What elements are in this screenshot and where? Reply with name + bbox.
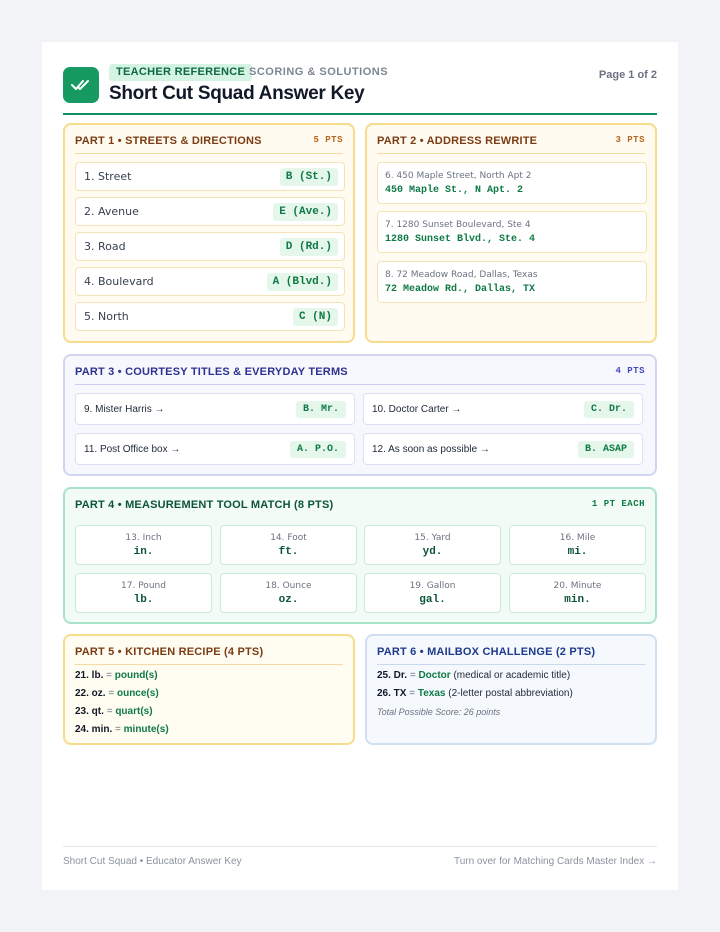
teacher-reference-badge: TEACHER REFERENCE [109, 64, 252, 81]
answer-key-page [42, 42, 678, 890]
footer-right: Turn over for Matching Cards Master Index → [453, 856, 657, 867]
part1-answer: E (Ave.) [273, 203, 338, 221]
part1-label: 2. Avenue [84, 205, 139, 218]
part2-row [377, 261, 647, 303]
part1-answer: C (N) [293, 308, 338, 326]
part1-answer: D (Rd.) [280, 238, 338, 256]
part4-points: 1 PT EACH [591, 499, 645, 509]
part2-question: 7. 1280 Sunset Boulevard, Ste 4 [385, 220, 531, 230]
part2-answer: 72 Meadow Rd., Dallas, TX [385, 284, 536, 295]
total-score-note: Total Possible Score: 26 points [377, 707, 501, 717]
page-title: Short Cut Squad Answer Key [109, 83, 365, 104]
part3-row [363, 393, 643, 425]
part4-cell [509, 525, 646, 565]
part3-card [63, 354, 657, 476]
part4-label: 13. Inch [125, 533, 162, 543]
page-footer [63, 846, 657, 866]
part2-answer: 1280 Sunset Blvd., Ste. 4 [385, 234, 536, 245]
part3-title: PART 3 • COURTESY TITLES & EVERYDAY TERMS [75, 366, 348, 378]
part4-label: 20. Minute [553, 581, 602, 591]
part4-answer: yd. [422, 546, 443, 558]
part5-line: 21. lb. = pound(s) [75, 670, 158, 681]
part5-line: 22. oz. = ounce(s) [75, 688, 159, 699]
part4-label: 19. Gallon [409, 581, 456, 591]
part1-card [63, 123, 355, 343]
part4-cell [75, 573, 212, 613]
part6-line: 26. TX = Texas (2-letter postal abbreviation) [377, 688, 573, 699]
part4-answer: gal. [419, 594, 446, 606]
header-subtag: SCORING & SOLUTIONS [249, 66, 389, 78]
part4-answer: lb. [133, 594, 154, 606]
part4-title: PART 4 • MEASUREMENT TOOL MATCH (8 PTS) [75, 499, 334, 511]
part4-label: 18. Ounce [265, 581, 312, 591]
part1-row [75, 197, 345, 226]
part3-row [363, 433, 643, 465]
part1-title: PART 1 • STREETS & DIRECTIONS [75, 135, 262, 147]
part2-points: 3 PTS [615, 135, 645, 145]
part4-label: 14. Foot [270, 533, 307, 543]
part3-label: 12. As soon as possible → [372, 444, 490, 455]
part4-cell [364, 525, 501, 565]
part4-label: 15. Yard [414, 533, 451, 543]
part3-points: 4 PTS [615, 366, 645, 376]
page-number: Page 1 of 2 [598, 69, 657, 81]
part4-answer: min. [564, 594, 591, 606]
part3-answer: B. ASAP [578, 441, 634, 458]
part1-label: 4. Boulevard [84, 275, 154, 288]
part3-row [75, 393, 355, 425]
part5-title: PART 5 • KITCHEN RECIPE (4 PTS) [75, 646, 264, 658]
part3-answer: C. Dr. [584, 401, 634, 418]
part1-row [75, 302, 345, 331]
part3-answer: B. Mr. [296, 401, 346, 418]
part5-line: 23. qt. = quart(s) [75, 706, 153, 717]
part3-label: 11. Post Office box → [84, 444, 181, 455]
part4-cell [75, 525, 212, 565]
part6-line: 25. Dr. = Doctor (medical or academic title) [377, 670, 571, 681]
part1-answer: A (Blvd.) [267, 273, 338, 291]
part4-answer: mi. [567, 546, 588, 558]
footer-left: Short Cut Squad • Educator Answer Key [63, 856, 242, 867]
part1-label: 5. North [84, 310, 129, 323]
part2-row [377, 162, 647, 204]
part1-row [75, 232, 345, 261]
part4-cell [220, 525, 357, 565]
part4-answer: oz. [278, 594, 299, 606]
part1-points: 5 PTS [313, 135, 343, 145]
page-header [63, 62, 657, 115]
part6-card [365, 634, 657, 745]
part5-line: 24. min. = minute(s) [75, 724, 169, 735]
part4-card [63, 487, 657, 624]
part2-question: 6. 450 Maple Street, North Apt 2 [385, 171, 532, 181]
part2-question: 8. 72 Meadow Road, Dallas, Texas [385, 270, 538, 280]
part1-label: 1. Street [84, 170, 132, 183]
part4-cell [509, 573, 646, 613]
part4-label: 17. Pound [121, 581, 166, 591]
part4-cell [364, 573, 501, 613]
part2-row [377, 211, 647, 253]
part4-answer: in. [133, 546, 154, 558]
part3-label: 9. Mister Harris → [84, 404, 165, 415]
part4-answer: ft. [278, 546, 299, 558]
part5-card [63, 634, 355, 745]
part1-row [75, 162, 345, 191]
part2-card [365, 123, 657, 343]
part3-row [75, 433, 355, 465]
part3-answer: A. P.O. [290, 441, 346, 458]
part3-label: 10. Doctor Carter → [372, 404, 462, 415]
part6-title: PART 6 • MAILBOX CHALLENGE (2 PTS) [377, 646, 596, 658]
part4-label: 16. Mile [559, 533, 596, 543]
part2-title: PART 2 • ADDRESS REWRITE [377, 135, 538, 147]
double-check-icon [63, 67, 99, 103]
part1-row [75, 267, 345, 296]
part2-answer: 450 Maple St., N Apt. 2 [385, 185, 524, 196]
part1-answer: B (St.) [280, 168, 338, 186]
part1-label: 3. Road [84, 240, 126, 253]
part4-cell [220, 573, 357, 613]
